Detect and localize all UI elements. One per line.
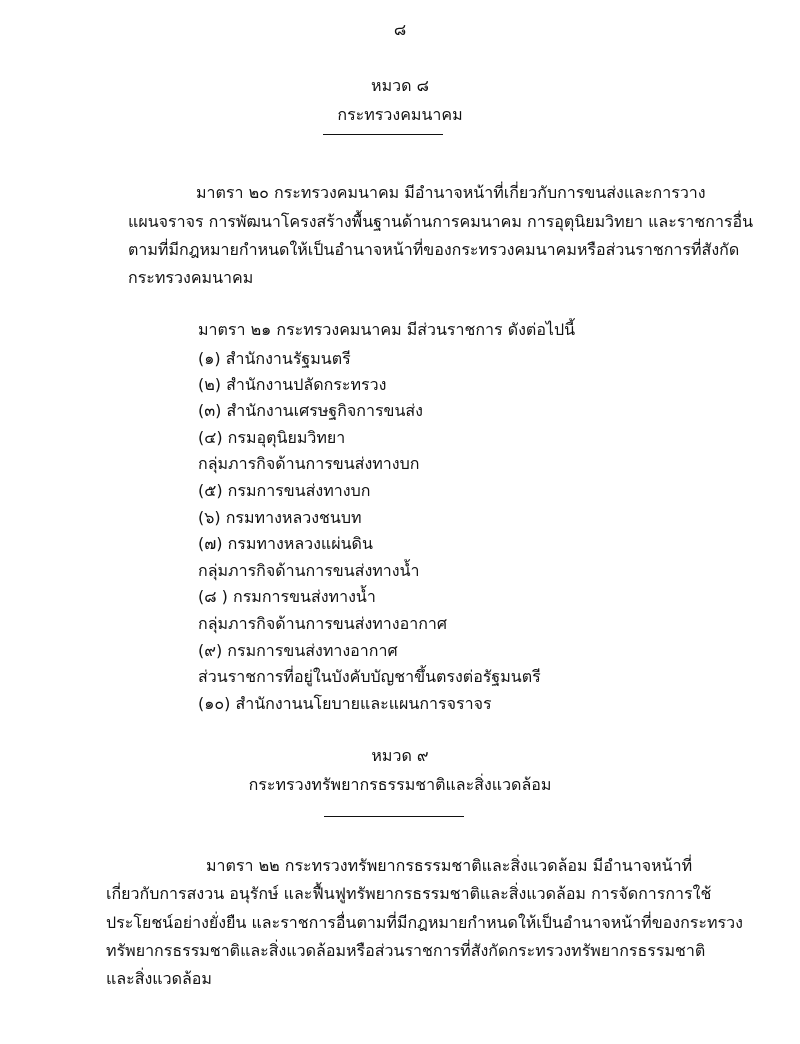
chapter-9-heading: หมวด ๙ <box>371 746 429 765</box>
section-21-item: (๔) กรมอุตุนิยมวิทยา <box>198 428 346 447</box>
section-22-line-5: และสิ่งแวดล้อม <box>106 969 212 988</box>
section-20-line-3: ตามที่มีกฎหมายกำหนดให้เป็นอำนาจหน้าที่ของกระทรวงคมนาคมหรือส่วนราชการที่สังกัด <box>128 240 740 259</box>
section-22-line-2: เกี่ยวกับการสงวน อนุรักษ์ และฟื้นฟูทรัพยากรธรรมชาติและสิ่งแวดล้อม การจัดการการใช้ <box>106 884 712 903</box>
section-21-item: (๙) กรมการขนส่งทางอากาศ <box>198 641 398 660</box>
section-21-group-label: กลุ่มภารกิจด้านการขนส่งทางอากาศ <box>198 614 448 633</box>
chapter-8-title: กระทรวงคมนาคม <box>337 105 463 124</box>
section-22-line-3: ประโยชน์อย่างยั่งยืน และราชการอื่นตามที่มีกฎหมายกำหนดให้เป็นอำนาจหน้าที่ของกระทรวง <box>106 913 743 932</box>
section-21-item: (๓) สำนักงานเศรษฐกิจการขนส่ง <box>198 401 423 420</box>
section-21-item: (๘ ) กรมการขนส่งทางน้ำ <box>198 587 376 606</box>
section-21-item: (๑) สำนักงานรัฐมนตรี <box>198 349 351 368</box>
section-21-group-label: ส่วนราชการที่อยู่ในบังคับบัญชาขึ้นตรงต่อรัฐมนตรี <box>198 667 541 686</box>
chapter-9-title: กระทรวงทรัพยากรธรรมชาติและสิ่งแวดล้อม <box>248 775 552 794</box>
chapter-9-divider <box>324 816 464 817</box>
chapter-8-divider <box>323 134 443 135</box>
section-22-line-4: ทรัพยากรธรรมชาติและสิ่งแวดล้อมหรือส่วนราชการที่สังกัดกระทรวงทรัพยากรธรรมชาติ <box>106 941 706 960</box>
section-20-line-2: แผนจราจร การพัฒนาโครงสร้างพื้นฐานด้านการคมนาคม การอุตุนิยมวิทยา และราชการอื่น <box>128 212 754 231</box>
section-21-group-label: กลุ่มภารกิจด้านการขนส่งทางน้ำ <box>198 561 420 580</box>
section-21-intro: มาตรา ๒๑ กระทรวงคมนาคม มีส่วนราชการ ดังต่อไปนี้ <box>198 320 576 339</box>
section-22-line-1: มาตรา ๒๒ กระทรวงทรัพยากรธรรมชาติและสิ่งแวดล้อม มีอำนาจหน้าที่ <box>206 856 693 875</box>
section-21-item: (๕) กรมการขนส่งทางบก <box>198 481 371 500</box>
section-21-group-label: กลุ่มภารกิจด้านการขนส่งทางบก <box>198 454 420 473</box>
section-21-item: (๖) กรมทางหลวงชนบท <box>198 508 362 527</box>
section-21-item: (๑๐) สำนักงานนโยบายและแผนการจราจร <box>198 694 492 713</box>
chapter-8-heading: หมวด ๘ <box>371 76 429 95</box>
section-21-item: (๗) กรมทางหลวงแผ่นดิน <box>198 534 373 553</box>
section-21-item: (๒) สำนักงานปลัดกระทรวง <box>198 375 387 394</box>
section-20-line-1: มาตรา ๒๐ กระทรวงคมนาคม มีอำนาจหน้าที่เกี่ยวกับการขนส่งและการวาง <box>196 183 706 202</box>
section-20-line-4: กระทรวงคมนาคม <box>128 268 254 287</box>
page-number: ๘ <box>393 20 407 39</box>
